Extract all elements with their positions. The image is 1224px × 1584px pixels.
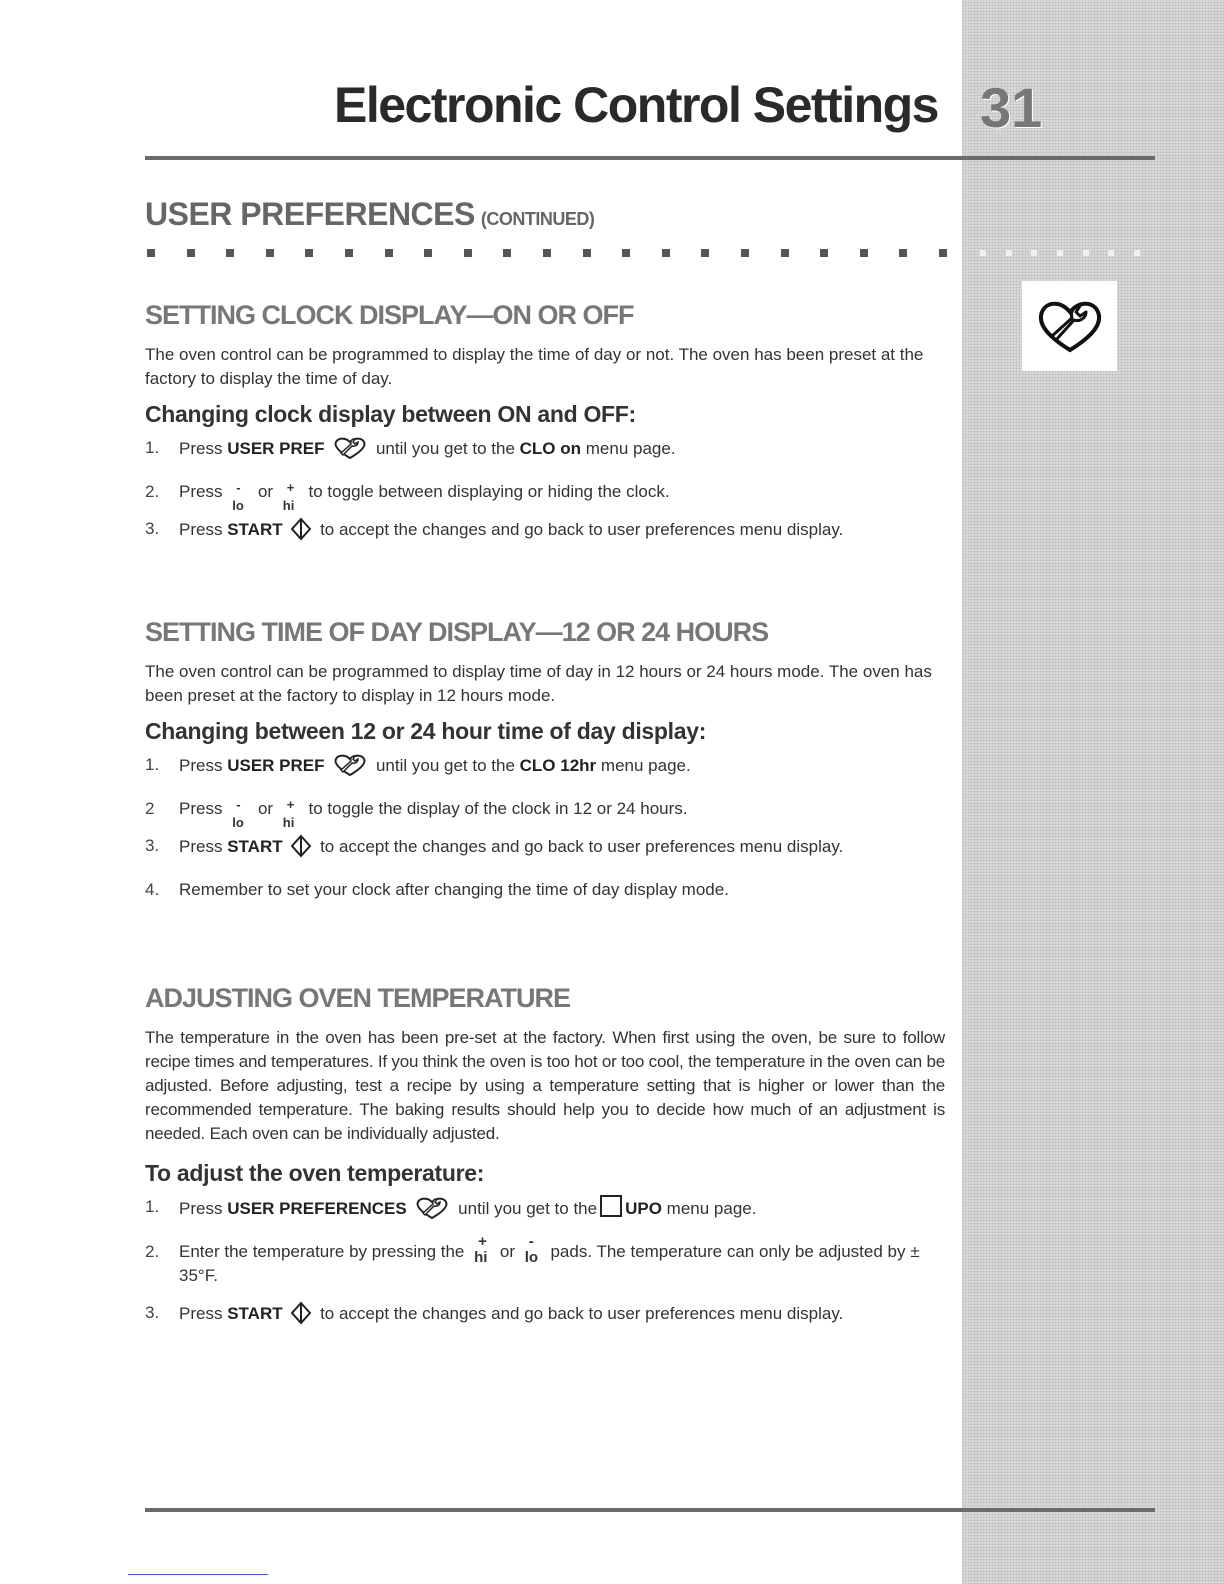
time-display-section bbox=[145, 617, 945, 915]
clock-display-heading: Changing clock display between ON and OFF: bbox=[145, 401, 636, 427]
wrench-heart-icon bbox=[414, 1196, 450, 1227]
dot-divider bbox=[147, 249, 947, 259]
section-heading bbox=[145, 196, 594, 233]
hi-pad: + hi bbox=[474, 1233, 488, 1266]
clock-display-steps bbox=[145, 436, 945, 548]
list-item: 3. Press START to accept the changes and go back to user preferences menu display. bbox=[145, 517, 945, 548]
start-diamond-icon bbox=[290, 834, 312, 865]
list-item: 1. Press USER PREF until you get to the CLO on menu page. bbox=[145, 436, 945, 467]
list-item: 1. Press USER PREFERENCES until you get to the UPO menu page. bbox=[145, 1195, 945, 1227]
list-item: 2 Press - lo or + hi to toggle the display of the clock in 12 or 24 hours. bbox=[145, 797, 688, 830]
dot-divider-light bbox=[980, 250, 1140, 258]
list-item: 2. Enter the temperature by pressing the + hi or - lo pads. The temperature can only be adjusted by ± 35°F. bbox=[145, 1233, 920, 1285]
list-item: 3. Press START to accept the changes and go back to user preferences menu display. bbox=[145, 834, 945, 865]
oven-temp-steps bbox=[145, 1195, 945, 1332]
list-item: 1. Press USER PREF until you get to the CLO 12hr menu page. bbox=[145, 753, 945, 784]
wrench-heart-icon bbox=[332, 753, 368, 784]
page-title: Electronic Control Settings bbox=[333, 77, 938, 133]
oven-temp-title: ADJUSTING OVEN TEMPERATURE bbox=[145, 983, 571, 1013]
footer-link-line bbox=[128, 1574, 268, 1575]
time-display-heading: Changing between 12 or 24 hour time of day display: bbox=[145, 718, 707, 744]
section-subtitle: (CONTINUED) bbox=[480, 209, 595, 229]
user-pref-tab bbox=[1022, 281, 1117, 371]
lo-pad: - lo bbox=[232, 480, 244, 513]
oven-temp-intro: The temperature in the oven has been pre-set at the factory. When first using the oven, be sure to follow recipe times and temperatures. If you think the oven is too hot or too cool, the temperature in the oven can be adjusted. Before adjusting, test a recipe by using a temperature setting that is higher or lower than the recommended temperature. The baking results should help you to decide how much of an adjustment is needed. Each oven can be individually adjusted. bbox=[145, 1028, 945, 1143]
clock-display-title: SETTING CLOCK DISPLAY—ON OR OFF bbox=[145, 300, 634, 330]
bottom-rule bbox=[145, 1508, 1155, 1512]
clock-display-intro: The oven control can be programmed to display the time of day or not. The oven has been preset at the factory to display the time of day. bbox=[145, 345, 924, 388]
start-diamond-icon bbox=[290, 1301, 312, 1332]
title-rule bbox=[145, 156, 1155, 160]
list-item: 4. Remember to set your clock after changing the time of day display mode. bbox=[145, 880, 729, 899]
lo-pad: - lo bbox=[232, 797, 244, 830]
wrench-heart-icon bbox=[1034, 296, 1106, 356]
time-display-steps bbox=[145, 753, 945, 902]
time-display-title: SETTING TIME OF DAY DISPLAY—12 OR 24 HOURS bbox=[145, 617, 769, 647]
section-title: USER PREFERENCES bbox=[145, 196, 475, 232]
lo-pad: - lo bbox=[524, 1233, 539, 1266]
list-item: 3. Press START to accept the changes and go back to user preferences menu display. bbox=[145, 1301, 945, 1332]
oven-temp-heading: To adjust the oven temperature: bbox=[145, 1160, 485, 1186]
time-display-intro: The oven control can be programmed to display time of day in 12 hours or 24 hours mode. The oven has been preset at the factory to display in 12 hours mode. bbox=[145, 662, 932, 705]
page-number: 31 bbox=[980, 76, 1043, 139]
hi-pad: + hi bbox=[282, 480, 295, 513]
square-icon bbox=[600, 1195, 622, 1217]
side-band bbox=[962, 0, 1224, 1584]
list-item: 2. Press - lo or + hi to toggle between displaying or hiding the clock. bbox=[145, 480, 670, 513]
hi-pad: + hi bbox=[282, 797, 295, 830]
oven-temp-section bbox=[145, 983, 945, 1345]
clock-display-section bbox=[145, 300, 945, 561]
start-diamond-icon bbox=[290, 517, 312, 548]
wrench-heart-icon bbox=[332, 436, 368, 467]
